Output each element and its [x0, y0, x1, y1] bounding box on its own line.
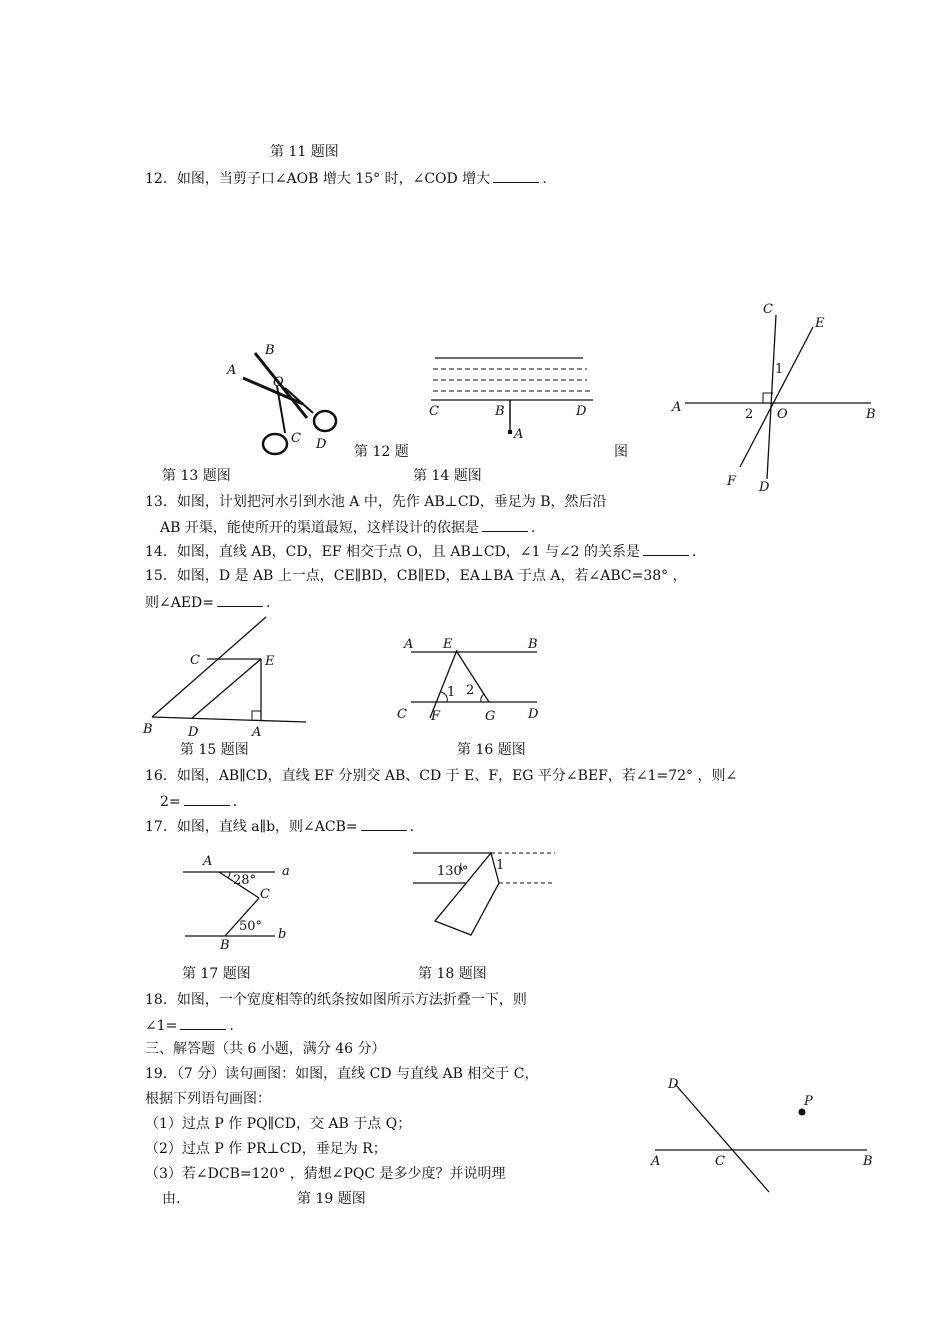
period: .	[409, 819, 415, 835]
question-17	[145, 817, 414, 836]
fig17-label-a: A	[203, 854, 213, 869]
caption-fig12-a: 第 12 题	[354, 444, 409, 460]
fig19-label-d: D	[668, 1077, 679, 1092]
question-14-text: 14．如图，直线 AB，CD，EF 相交于点 O，且 AB⊥CD，∠1 与∠2 的关系是	[145, 544, 641, 560]
fig17-label-a-line: a	[282, 864, 290, 879]
question-19-line6: 由.	[162, 1191, 181, 1207]
fig16-label-a: A	[404, 637, 414, 652]
question-17-text: 17．如图，直线 a∥b，则∠ACB=	[145, 819, 358, 835]
fig14-label-1: 1	[775, 362, 784, 377]
fig13-label-b: B	[495, 404, 505, 419]
fig16-label-1: 1	[447, 685, 456, 700]
fig16-label-e: E	[443, 637, 453, 652]
answer-blank-16[interactable]	[184, 792, 230, 806]
fig12-label-b: B	[265, 343, 275, 358]
fig18-label-1: 1	[496, 858, 505, 873]
caption-fig12-b: 图	[614, 444, 628, 460]
caption-fig18: 第 18 题图	[418, 966, 487, 982]
fig16-label-2: 2	[466, 683, 475, 698]
fig14-label-a: A	[672, 400, 682, 415]
caption-fig13: 第 13 题图	[162, 468, 231, 484]
fig13-label-a: A	[514, 427, 524, 442]
section-heading-3: 三、解答题（共 6 小题，满分 46 分）	[145, 1041, 386, 1057]
caption-fig19: 第 19 题图	[297, 1191, 366, 1207]
question-16-line2	[160, 792, 237, 811]
caption-fig17: 第 17 题图	[182, 966, 251, 982]
caption-fig11: 第 11 题图	[270, 144, 339, 160]
answer-blank-13[interactable]	[482, 518, 528, 532]
period: .	[692, 544, 697, 560]
question-19-line4: （2）过点 P 作 PR⊥CD，垂足为 R；	[145, 1141, 387, 1157]
figure-17-zigzag	[175, 848, 300, 953]
question-16-line1: 16．如图，AB∥CD，直线 EF 分别交 AB、CD 于 E、F，EG 平分∠BEF，若∠1=72° ，则∠	[145, 768, 738, 784]
fig14-label-f: F	[727, 474, 737, 489]
figure-16-parallel-lines	[395, 630, 555, 730]
fig18-label-130: 130°	[437, 864, 469, 879]
fig17-label-28: 28°	[233, 873, 257, 888]
question-19-line2: 根据下列语句画图：	[145, 1091, 271, 1107]
caption-fig16: 第 16 题图	[457, 742, 526, 758]
fig14-label-e: E	[815, 316, 825, 331]
fig19-label-a: A	[651, 1154, 661, 1169]
question-13-text: AB 开渠，能使所开的渠道最短，这样设计的依据是	[160, 520, 479, 536]
answer-blank-18[interactable]	[180, 1016, 226, 1030]
question-16-text: 2=	[160, 794, 181, 810]
period: .	[229, 1018, 234, 1034]
fig14-label-c: C	[763, 302, 773, 317]
fig12-label-a: A	[227, 363, 237, 378]
fig13-label-c: C	[429, 404, 439, 419]
fig17-label-c: C	[260, 887, 270, 902]
figure-13-river	[425, 350, 600, 445]
fig13-label-d: D	[576, 404, 587, 419]
answer-blank-12[interactable]	[493, 169, 539, 183]
question-19-line1: 19．（7 分）读句画图：如图，直线 CD 与直线 AB 相交于 C，	[145, 1066, 539, 1082]
fig16-label-c: C	[397, 707, 407, 722]
period: .	[530, 520, 536, 536]
caption-fig14: 第 14 题图	[413, 468, 482, 484]
fig16-label-d: D	[528, 707, 539, 722]
figure-19-lines-and-point	[645, 1070, 885, 1200]
question-15-text: 则∠AED=	[145, 595, 215, 611]
fig19-label-c: C	[715, 1154, 725, 1169]
question-13-line2	[160, 518, 535, 537]
period: .	[266, 595, 271, 611]
figure-12-scissors	[215, 338, 345, 463]
fig12-label-d: D	[316, 437, 327, 452]
fig17-label-50: 50°	[239, 919, 263, 934]
fig15-label-b: B	[143, 722, 153, 737]
fig12-label-c: C	[291, 431, 301, 446]
question-18-text: ∠1=	[145, 1018, 178, 1034]
question-19-line5: （3）若∠DCB=120° ，猜想∠PQC 是多少度？并说明理	[145, 1166, 506, 1182]
fig15-label-c: C	[190, 653, 200, 668]
figure-14-intersecting-lines	[665, 297, 890, 497]
fig14-label-d: D	[759, 480, 770, 495]
period: .	[232, 794, 238, 810]
question-13-line1: 13．如图，计划把河水引到水池 A 中，先作 AB⊥CD，垂足为 B，然后沿	[145, 494, 607, 510]
figure-15-parallelogram	[140, 612, 315, 740]
fig14-label-2: 2	[745, 407, 754, 422]
question-15-line1: 15．如图，D 是 AB 上一点，CE∥BD，CB∥ED，EA⊥BA 于点 A，若∠ABC=38° ，	[145, 568, 687, 584]
fig19-label-b: B	[863, 1154, 873, 1169]
fig14-label-o: O	[777, 407, 788, 422]
fig16-label-b: B	[528, 637, 538, 652]
fig15-label-e: E	[265, 654, 275, 669]
question-14	[145, 542, 697, 561]
question-12	[145, 169, 547, 188]
question-12-text: 12．如图，当剪子口∠AOB 增大 15° 时，∠COD 增大	[145, 171, 491, 187]
fig15-label-d: D	[188, 725, 199, 740]
fig16-label-f: F	[431, 709, 441, 724]
fig12-label-o: O	[273, 375, 284, 390]
answer-blank-14[interactable]	[643, 542, 689, 556]
fig17-label-b: B	[220, 938, 230, 953]
fig16-label-g: G	[485, 709, 496, 724]
fig14-label-b: B	[866, 407, 876, 422]
question-19-line3: （1）过点 P 作 PQ∥CD，交 AB 于点 Q；	[145, 1116, 412, 1132]
figure-18-folded-strip	[405, 845, 565, 945]
period: .	[542, 171, 547, 187]
answer-blank-17[interactable]	[361, 817, 407, 831]
question-18-line1: 18．如图，一个宽度相等的纸条按如图所示方法折叠一下，则	[145, 992, 527, 1008]
fig19-label-p: P	[804, 1094, 813, 1109]
caption-fig15: 第 15 题图	[180, 742, 249, 758]
question-18-line2	[145, 1016, 234, 1035]
question-15-line2	[145, 593, 270, 612]
answer-blank-15[interactable]	[217, 593, 263, 607]
fig17-label-b-line: b	[278, 927, 287, 942]
fig15-label-a: A	[252, 725, 262, 740]
